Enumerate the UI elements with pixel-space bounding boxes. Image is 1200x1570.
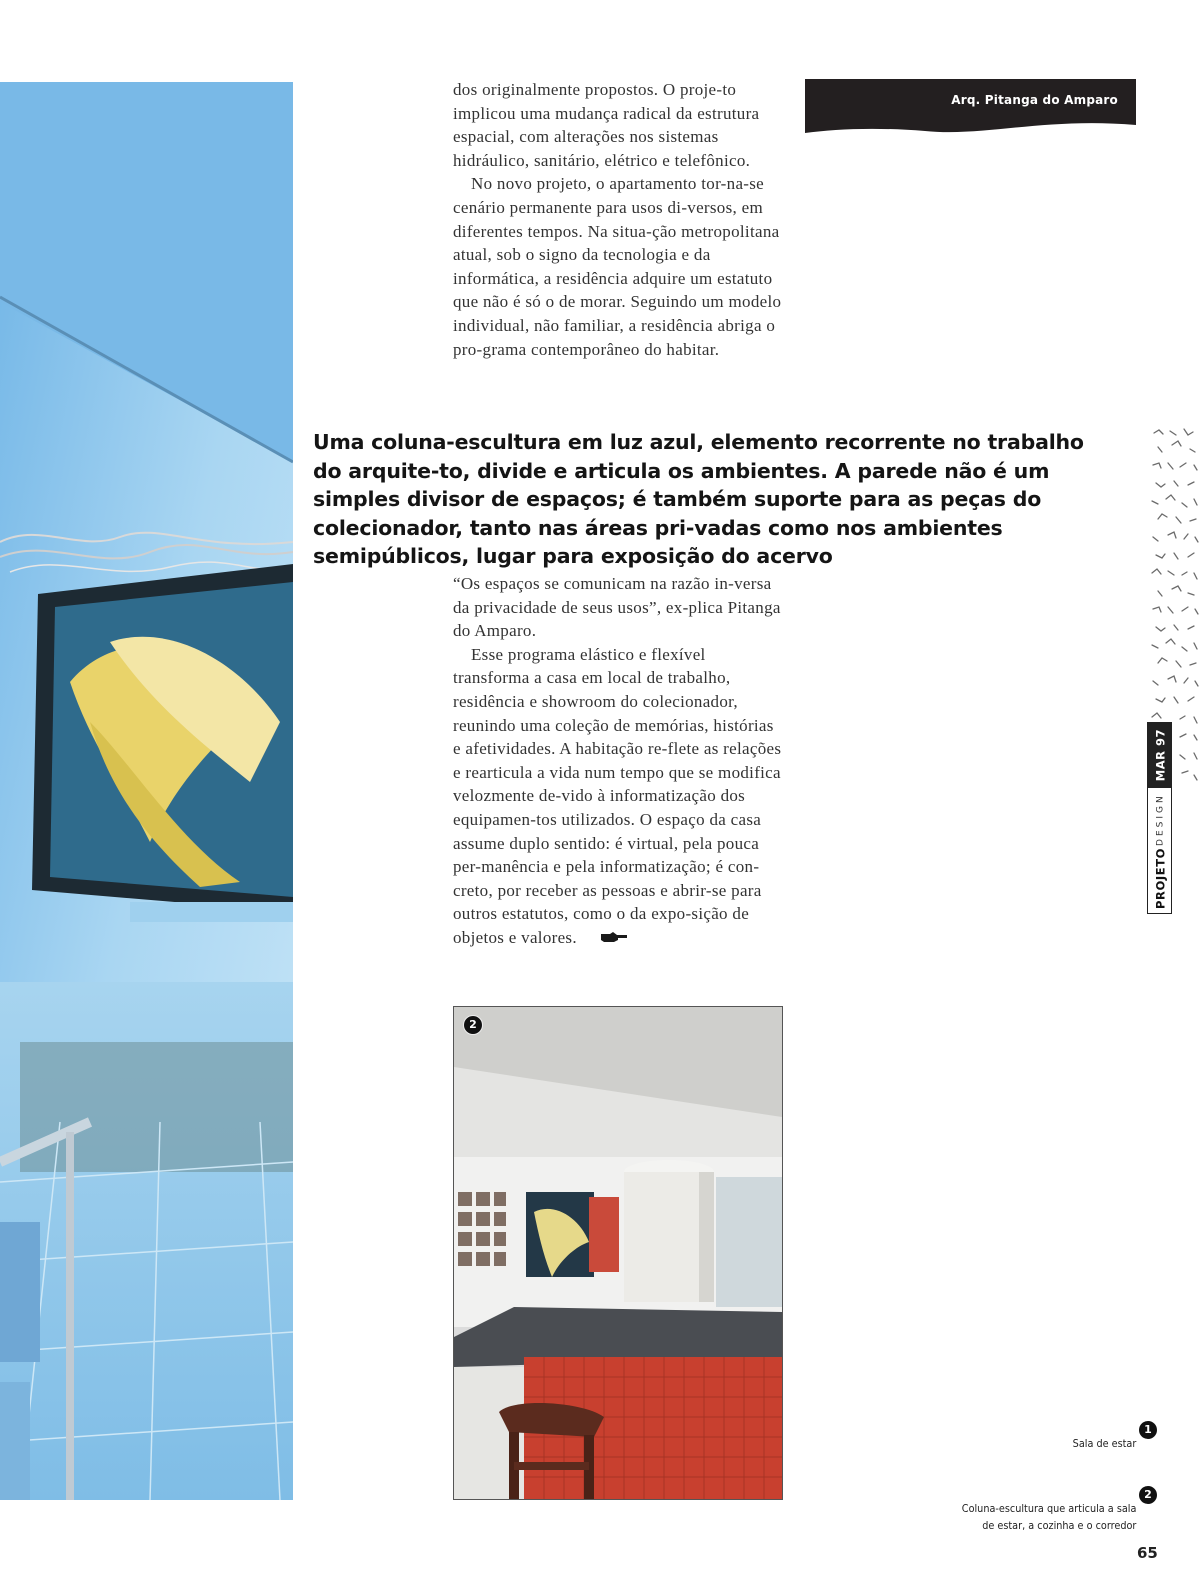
magazine-spine bbox=[1147, 722, 1172, 914]
paragraph: dos originalmente propostos. O proje-to implicou uma mudança radical da estrutura espacial, com alterações nos sistemas hidráulico, sanitário, elétrico e telefônico. bbox=[453, 80, 760, 170]
paragraph-last bbox=[453, 643, 783, 951]
body-text-bottom bbox=[453, 572, 783, 951]
living-room-photo bbox=[0, 82, 293, 1500]
pull-quote: Uma coluna-escultura em luz azul, elemento recorrente no trabalho do arquite-to, divide e articula os ambientes. A parede não é um simples divisor de espaços; é também suporte para as peças do colecionador, tanto nas áreas pri-vadas como nos ambientes semipúblicos, lugar para exposição do acervo bbox=[313, 430, 1084, 568]
page-number: 65 bbox=[1137, 1544, 1158, 1562]
spine-brand-sub: DESIGN bbox=[1155, 793, 1165, 846]
photo-number-badge: 2 bbox=[463, 1015, 483, 1035]
caption-2 bbox=[961, 1500, 1136, 1534]
caption-number-badge: 1 bbox=[1138, 1420, 1158, 1440]
paragraph-text: Esse programa elástico e flexível transforma a casa em local de trabalho, residência e showroom do colecionador, reunindo uma coleção de memórias, histórias e afetividades. A habitação re-flete as relações e rearticula a vida num tempo que se modifica velozmente de-vido à informatização dos equipamen-tos utilizados. O espaço da casa assume duplo sentido: é virtual, pela pouca per-manência e pela informatização; é con-creto, por receber as pessoas e abrir-se para outros estatutos, como o da expo-sição de objetos e valores. bbox=[453, 644, 782, 947]
paragraph: No novo projeto, o apartamento tor-na-se cenário permanente para usos di-versos, em diferentes tempos. Na situa-ção metropolitana atual, sob o signo da tecnologia e da informática, a residência adquire um estatuto que não é só o de morar. Seguindo um modelo individual, não familiar, a residência abriga o pro-grama contemporâneo do habitar. bbox=[453, 174, 782, 359]
architect-label-tab bbox=[805, 79, 1136, 133]
caption-1 bbox=[1072, 1435, 1136, 1452]
caption-number-badge: 2 bbox=[1138, 1485, 1158, 1505]
caption-text: Sala de estar bbox=[1072, 1437, 1136, 1450]
spine-brand: PROJETO bbox=[1153, 847, 1167, 909]
caption-text-line: Coluna-escultura que articula a sala bbox=[961, 1502, 1136, 1515]
caption-text-line: de estar, a cozinha e o corredor bbox=[981, 1519, 1136, 1532]
spine-date: MAR 97 bbox=[1153, 729, 1167, 782]
spine-text bbox=[1149, 729, 1172, 909]
architect-name: Arq. Pitanga do Amparo bbox=[951, 93, 1118, 107]
paragraph: “Os espaços se comunicam na razão in-versa da privacidade de seus usos”, ex-plica Pitanga do Amparo. bbox=[453, 574, 781, 641]
body-text-top bbox=[453, 78, 783, 361]
kitchen-photo bbox=[453, 1006, 783, 1500]
pointing-hand-icon bbox=[583, 927, 627, 951]
